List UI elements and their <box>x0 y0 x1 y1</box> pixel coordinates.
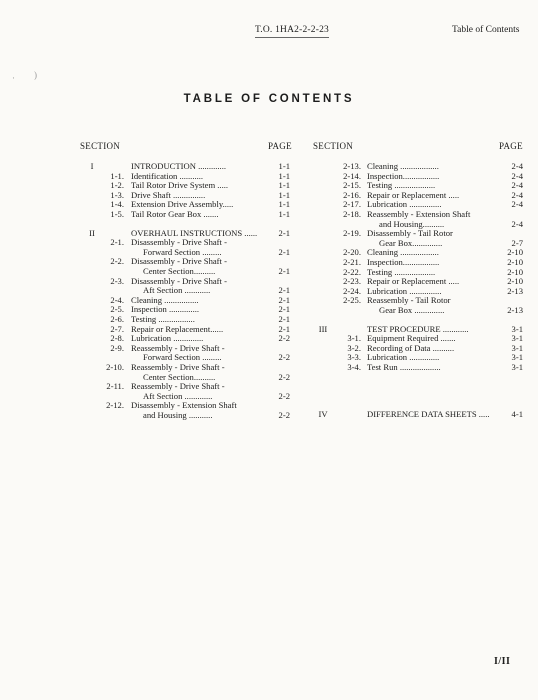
toc-page-number: 2-2 <box>278 371 290 382</box>
toc-paragraph-number: 3-2. <box>347 342 361 353</box>
toc-entry-title: INTRODUCTION ............. <box>131 161 227 171</box>
toc-page-number: 1-1 <box>278 180 290 191</box>
toc-page-number: 2-10 <box>507 276 523 287</box>
stray-mark: ) <box>34 70 37 80</box>
toc-paragraph-number: 3-3. <box>347 352 361 363</box>
toc-paragraph-number: 2-1. <box>110 237 124 248</box>
toc-entry-title: Reassembly - Tail Rotor <box>367 295 451 306</box>
toc-entry-title: Center Section.......... <box>143 266 216 276</box>
toc-paragraph-number: 2-22. <box>343 266 361 277</box>
toc-paragraph-number: 2-11. <box>106 381 124 392</box>
toc-page-number: 2-4 <box>511 199 523 210</box>
toc-entry-title: Inspection................. <box>367 257 440 267</box>
toc-chapter-number: IV <box>318 408 328 419</box>
toc-page-number: 2-1 <box>278 294 290 305</box>
toc-entry-title: Testing ................... <box>367 180 436 191</box>
toc-entry-title: Disassembly - Extension Shaft <box>131 400 237 411</box>
toc-entry-title: Repair or Replacement ..... <box>367 276 460 287</box>
toc-entry-title: Drive Shaft ............... <box>131 189 206 200</box>
toc-entry-title: Cleaning .................. <box>367 161 439 171</box>
col-head-left-page: PAGE <box>268 141 292 151</box>
toc-entry-title: Cleaning ................ <box>131 294 199 305</box>
toc-page-number: 1-1 <box>278 161 290 171</box>
toc-page-number: 2-4 <box>511 170 523 181</box>
toc-entry-title: Forward Section ......... <box>143 352 222 363</box>
toc-entry-title: Repair or Replacement...... <box>131 323 224 334</box>
toc-entry-title: Center Section.......... <box>143 371 216 382</box>
toc-entry-title: Aft Section ............. <box>143 390 213 401</box>
toc-chapter-number: III <box>318 323 328 334</box>
toc-entry-title: Lubrication .............. <box>131 333 204 344</box>
toc-entry-title: Equipment Required ....... <box>367 333 456 344</box>
toc-page-number: 1-1 <box>278 209 290 219</box>
toc-page-number: 2-1 <box>278 323 290 334</box>
toc-page-number: 3-1 <box>511 362 523 372</box>
toc-page-number: 2-1 <box>278 304 290 315</box>
toc-paragraph-number: 2-4. <box>110 294 124 305</box>
toc-paragraph-number: 2-7. <box>110 323 124 334</box>
toc-paragraph-number: 2-25. <box>343 295 361 306</box>
toc-entry-title: TEST PROCEDURE ............ <box>367 323 469 334</box>
toc-paragraph-number: 2-19. <box>343 228 361 239</box>
toc-paragraph-number: 2-6. <box>110 314 124 324</box>
toc-page-number: 2-4 <box>511 180 523 191</box>
toc-page-number: 2-7 <box>511 237 523 248</box>
toc-entry-title: Reassembly - Drive Shaft - <box>131 381 225 392</box>
toc-page-number: 1-1 <box>278 189 290 200</box>
toc-paragraph-number: 3-4. <box>347 362 361 372</box>
toc-page-number: 3-1 <box>511 352 523 363</box>
toc-page-number: 2-10 <box>507 266 523 277</box>
toc-paragraph-number: 2-21. <box>343 257 361 267</box>
toc-page-number: 2-2 <box>278 333 290 344</box>
toc-page-number: 2-2 <box>278 410 290 420</box>
toc-entry-title: Testing ................. <box>131 314 195 324</box>
toc-entry-title: Reassembly - Extension Shaft <box>367 209 471 219</box>
toc-paragraph-number: 2-16. <box>343 189 361 200</box>
toc-paragraph-number: 2-2. <box>110 256 124 267</box>
page-folio: I/II <box>494 656 511 667</box>
toc-entry-title: Gear Box.............. <box>379 237 443 248</box>
toc-entry-title: Disassembly - Drive Shaft - <box>131 275 227 286</box>
toc-page-number: 2-4 <box>511 161 523 171</box>
toc-page-number: 2-4 <box>511 218 523 229</box>
toc-entry-title: Forward Section ......... <box>143 246 222 257</box>
toc-paragraph-number: 2-17. <box>343 199 361 210</box>
toc-paragraph-number: 2-10. <box>106 362 124 372</box>
toc-chapter-number: II <box>89 227 95 238</box>
toc-paragraph-number: 2-12. <box>106 400 124 411</box>
toc-paragraph-number: 3-1. <box>347 333 361 344</box>
toc-entry-title: Repair or Replacement ..... <box>367 189 460 200</box>
toc-entry-title: Test Run ................... <box>367 362 441 372</box>
col-head-right-page: PAGE <box>499 141 523 151</box>
toc-entry-title: Gear Box .............. <box>379 305 445 315</box>
toc-paragraph-number: 1-3. <box>110 189 124 200</box>
toc-entry-title: Lubrication ............... <box>367 285 442 296</box>
toc-page-number: 1-1 <box>278 170 290 181</box>
toc-entry-title: Lubrication ............... <box>367 199 442 210</box>
toc-page-number: 3-1 <box>511 333 523 344</box>
toc-paragraph-number: 2-24. <box>343 285 361 296</box>
toc-page-number: 2-4 <box>511 189 523 200</box>
toc-page-number: 2-2 <box>278 390 290 401</box>
toc-entry-title: Extension Drive Assembly..... <box>131 199 234 210</box>
toc-entry-title: Identification ........... <box>131 170 204 181</box>
toc-paragraph-number: 2-5. <box>110 304 124 315</box>
col-head-left-section: SECTION <box>80 141 121 151</box>
toc-page-number: 2-1 <box>278 314 290 324</box>
toc-entry-title: OVERHAUL INSTRUCTIONS ...... <box>131 227 258 238</box>
toc-paragraph-number: 2-14. <box>343 170 361 181</box>
toc-entry-title: Disassembly - Tail Rotor <box>367 228 453 239</box>
toc-page-number: 2-1 <box>278 246 290 257</box>
col-head-right-section: SECTION <box>313 141 354 151</box>
toc-paragraph-number: 2-23. <box>343 276 361 287</box>
toc-paragraph-number: 2-9. <box>110 342 124 353</box>
page-title: TABLE OF CONTENTS <box>183 93 355 105</box>
toc-entry-title: Tail Rotor Drive System ..... <box>131 180 229 191</box>
toc-entry-title: Reassembly - Drive Shaft - <box>131 362 225 372</box>
toc-entry-title: Inspection .............. <box>131 304 200 315</box>
toc-entry-title: Cleaning .................. <box>367 247 439 258</box>
toc-entry-title: Disassembly - Drive Shaft - <box>131 256 227 267</box>
toc-page-number: 1-1 <box>278 199 290 210</box>
toc-paragraph-number: 2-18. <box>343 209 361 219</box>
toc-paragraph-number: 2-15. <box>343 180 361 191</box>
toc-entry-title: Reassembly - Drive Shaft - <box>131 342 225 353</box>
toc-paragraph-number: 1-5. <box>110 209 124 219</box>
toc-entry-title: and Housing ........... <box>143 410 213 420</box>
toc-page-number: 2-2 <box>278 352 290 363</box>
toc-page-number: 4-1 <box>511 408 523 419</box>
toc-page-number: 2-13 <box>507 305 523 315</box>
toc-paragraph-number: 1-2. <box>110 180 124 191</box>
toc-paragraph-number: 1-1. <box>110 170 124 181</box>
toc-page-number: 3-1 <box>511 323 523 334</box>
toc-paragraph-number: 2-3. <box>110 275 124 286</box>
stray-mark: · <box>12 73 15 83</box>
toc-paragraph-number: 1-4. <box>110 199 124 210</box>
toc-entry-title: Lubrication .............. <box>367 352 440 363</box>
toc-paragraph-number: 2-13. <box>343 161 361 171</box>
toc-entry-title: Recording of Data .......... <box>367 342 455 353</box>
toc-entry-title: Aft Section ............ <box>143 285 211 296</box>
toc-entry-title: Inspection................. <box>367 170 440 181</box>
toc-paragraph-number: 2-20. <box>343 247 361 258</box>
toc-entry-title: Disassembly - Drive Shaft - <box>131 237 227 248</box>
toc-page-number: 2-10 <box>507 257 523 267</box>
header-rule <box>255 37 329 38</box>
toc-page-number: 2-13 <box>507 285 523 296</box>
toc-page-number: 2-1 <box>278 266 290 276</box>
toc-entry-title: Tail Rotor Gear Box ....... <box>131 209 219 219</box>
header-doc-number: T.O. 1HA2-2-2-23 <box>255 25 329 35</box>
toc-entry-title: Testing ................... <box>367 266 436 277</box>
toc-page-number: 2-1 <box>278 285 290 296</box>
toc-chapter-number: I <box>90 161 94 171</box>
toc-page-number: 2-10 <box>507 247 523 258</box>
toc-paragraph-number: 2-8. <box>110 333 124 344</box>
toc-entry-title: and Housing.......... <box>379 218 445 229</box>
toc-entry-title: DIFFERENCE DATA SHEETS ..... <box>367 408 490 419</box>
header-right-label: Table of Contents <box>452 25 520 35</box>
toc-page-number: 2-1 <box>278 227 290 238</box>
toc-page-number: 3-1 <box>511 342 523 353</box>
